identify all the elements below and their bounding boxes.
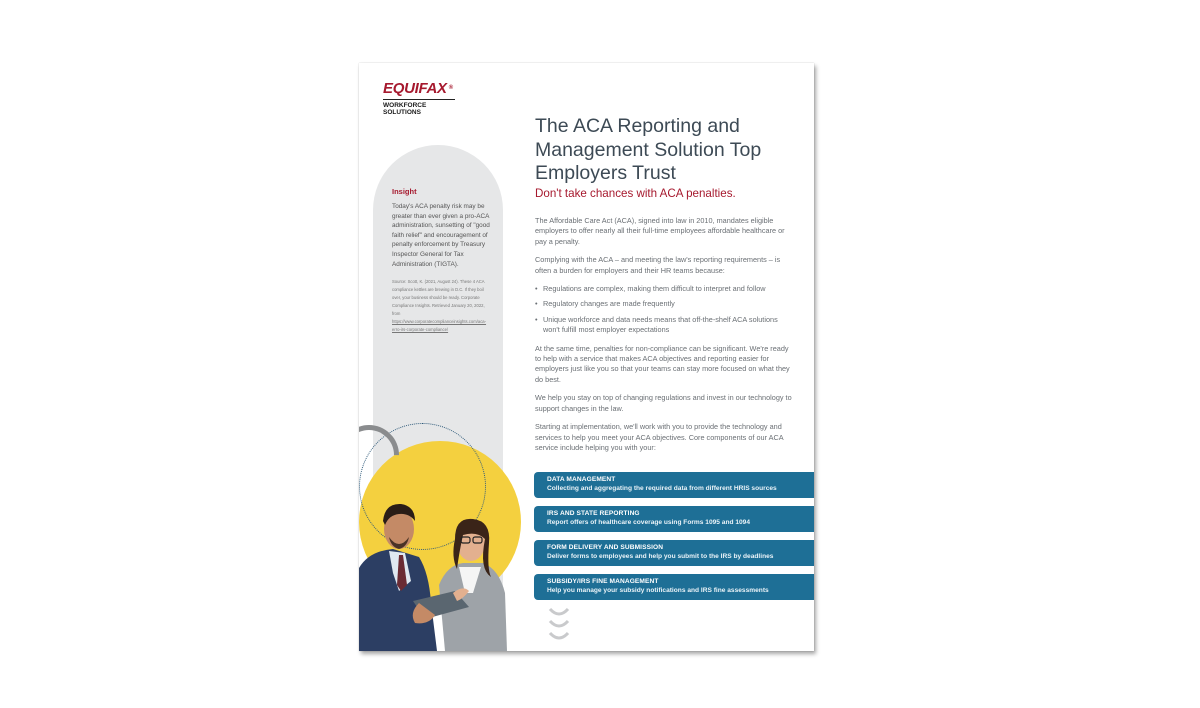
insight-source [392,278,492,334]
service-title: SUBSIDY/IRS FINE MANAGEMENT [547,578,659,585]
service-title: DATA MANAGEMENT [547,476,616,483]
equifax-logo [383,81,483,116]
service-description: Deliver forms to employees and help you submit to the IRS by deadlines [547,553,774,560]
service-bar-form-delivery [534,540,814,566]
service-title: FORM DELIVERY AND SUBMISSION [547,544,664,551]
paragraph-intro: The Affordable Care Act (ACA), signed into law in 2010, mandates eligible employers to offer nearly all their full-time employees affordable healthcare or pay a penalty. [535,216,785,246]
service-bar-data-management [534,472,814,498]
registered-mark: ® [448,85,453,91]
service-description: Collecting and aggregating the required data from different HRIS sources [547,485,777,492]
source-citation: Source: Scott, K. (2021, August 24). These 4 ACA compliance kettles are brewing in D.C. If they boil over, your business should be ready. Corporate Compliance Insights. Retrieved January 20, 2022, from [392,279,485,317]
business-people-photo [359,473,519,651]
service-title: IRS AND STATE REPORTING [547,510,640,517]
burden-list [535,284,793,336]
paragraph-complying: Complying with the ACA – and meeting the law's reporting requirements – is often a burden for employers and their HR teams because: [535,255,781,275]
document-subtitle: Don't take chances with ACA penalties. [535,187,736,200]
list-item: • Regulations are complex, making them difficult to interpret and follow [535,284,793,294]
insight-sidebar [392,187,492,334]
paragraph-implementation: Starting at implementation, we'll work with you to provide the technology and services to help you meet your ACA objectives. Core components of our ACA service include helping you with your: [535,422,784,452]
document-title: The ACA Reporting and Management Solution Top Employers Trust [535,115,762,184]
source-link[interactable]: https://www.corporatecomplianceinsights.com/aca-erro-irs-corporate-compliance/ [392,319,487,333]
logo-divider [383,99,455,100]
service-description: Help you manage your subsidy notifications and IRS fine assessments [547,587,769,594]
list-item: • Unique workforce and data needs means that off-the-shelf ACA solutions won't fulfill most employer expectations [535,315,793,336]
paragraph-penalties: At the same time, penalties for non-compliance can be significant. We're ready to help with a service that makes ACA objectives and reporting easier for employers just like you so that your teams can stay more focused on what they do best. [535,343,790,384]
service-bar-irs-state-reporting [534,506,814,532]
list-item: • Regulatory changes are made frequently [535,299,793,309]
insight-body: Today's ACA penalty risk may be greater than ever given a pro-ACA administration, sunsetting of "good faith relief" and encouragement of penalty enforcement by Treasury Inspector General for Tax Administration (TIGTA). [392,203,490,268]
insight-heading: Insight [392,187,417,196]
logo-wordmark: EQUIFAX [383,80,447,97]
body-text [535,216,793,461]
service-bar-subsidy-fine [534,574,814,600]
service-components [534,472,814,608]
service-description: Report offers of healthcare coverage using Forms 1095 and 1094 [547,519,751,526]
chevron-down-icon [548,607,570,647]
paragraph-regulations: We help you stay on top of changing regulations and invest in our technology to support changes in the law. [535,393,792,413]
logo-subtitle: WORKFORCE SOLUTIONS [383,102,427,116]
document-page [359,63,814,651]
